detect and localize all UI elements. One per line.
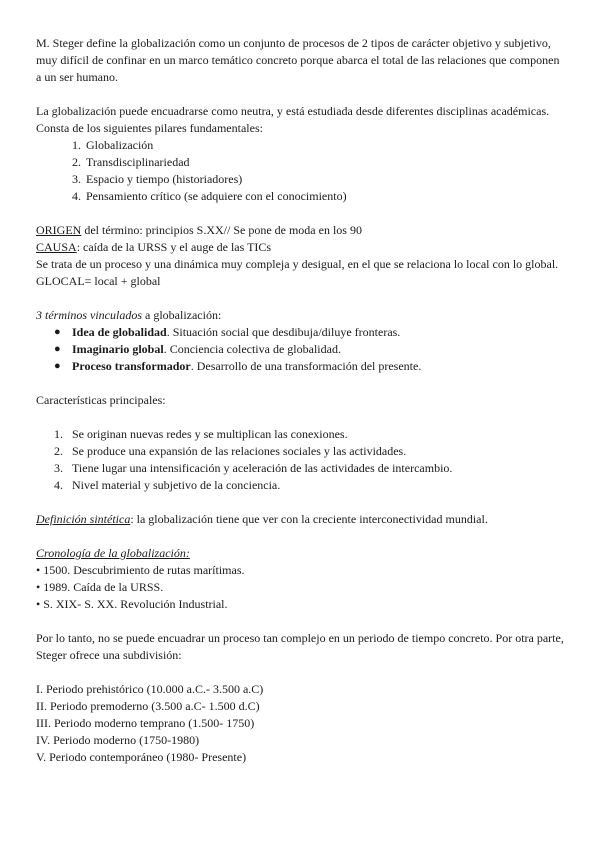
list-item: ● Proceso transformador. Desarrollo de una transformación del presente.: [54, 359, 422, 373]
conclusion-paragraph: Por lo tanto, no se puede encuadrar un proceso tan complejo en un periodo de tiempo concreto. Por otra parte, Steger ofrece una subdivisión:: [36, 631, 564, 662]
origen-label: ORIGEN: [36, 223, 82, 237]
causa-label: CAUSA: [36, 240, 77, 254]
list-item: • 1500. Descubrimiento de rutas marítimas.: [36, 563, 245, 577]
bullet-icon: ●: [54, 326, 61, 338]
caracteristicas-heading: Características principales:: [36, 393, 166, 407]
causa-line: CAUSA: caída de la URSS y el auge de las TICs: [36, 240, 272, 254]
neutral-paragraph: La globalización puede encuadrarse como neutra, y está estudiada desde diferentes disciplinas académicas. Consta de los siguientes pilares fundamentales:: [36, 104, 550, 135]
cronologia-heading: Cronología de la globalización:: [36, 546, 190, 560]
list-item: 2. Se produce una expansión de las relaciones sociales y las actividades.: [54, 444, 407, 458]
list-item: • 1989. Caída de la URSS.: [36, 580, 164, 594]
list-item: V. Periodo contemporáneo (1980- Presente): [36, 750, 247, 764]
list-item: II. Periodo premoderno (3.500 a.C- 1.500 d.C): [36, 699, 260, 713]
definicion-line: Definición sintética: la globalización tiene que ver con la creciente interconectividad mundial.: [36, 512, 488, 526]
list-item: 1. Globalización: [72, 138, 154, 152]
terms-list: [36, 324, 564, 375]
list-item: IV. Periodo moderno (1750-1980): [36, 733, 200, 747]
list-item: ● Idea de globalidad. Situación social que desdibuja/diluye fronteras.: [54, 325, 401, 339]
cronologia-list: [36, 562, 564, 613]
bullet-icon: ●: [54, 360, 61, 372]
bullet-icon: ●: [54, 343, 61, 355]
definicion-label: Definición sintética: [36, 512, 131, 526]
list-item: 2. Transdisciplinariedad: [72, 155, 190, 169]
pillars-list: [36, 137, 564, 205]
glocal-line: GLOCAL= local + global: [36, 274, 161, 288]
list-item: 4. Nivel material y subjetivo de la conciencia.: [54, 478, 281, 492]
list-item: III. Periodo moderno temprano (1.500- 1750): [36, 716, 255, 730]
list-item: 1. Se originan nuevas redes y se multiplican las conexiones.: [54, 427, 348, 441]
list-item: ● Imaginario global. Conciencia colectiva de globalidad.: [54, 342, 341, 356]
list-item: I. Periodo prehistórico (10.000 a.C.- 3.500 a.C): [36, 682, 264, 696]
terminos-heading: 3 términos vinculados a globalización:: [36, 308, 222, 322]
origen-line: ORIGEN del término: principios S.XX// Se pone de moda en los 90: [36, 223, 362, 237]
intro-paragraph: M. Steger define la globalización como un conjunto de procesos de 2 tipos de carácter objetivo y subjetivo, muy difícil de confinar en un marco temático concreto porque abarca el total de las relaciones que componen a un ser humano.: [36, 36, 560, 84]
document-page: [36, 35, 564, 766]
list-item: 3. Tiene lugar una intensificación y aceleración de las actividades de intercambio.: [54, 461, 453, 475]
periodos-list: [36, 681, 564, 766]
list-item: 3. Espacio y tiempo (historiadores): [72, 172, 243, 186]
caracteristicas-list: [36, 426, 564, 494]
list-item: • S. XIX- S. XX. Revolución Industrial.: [36, 597, 228, 611]
proceso-line: Se trata de un proceso y una dinámica muy compleja y desigual, en el que se relaciona lo local con lo global.: [36, 257, 559, 271]
list-item: 4. Pensamiento crítico (se adquiere con el conocimiento): [72, 189, 347, 203]
